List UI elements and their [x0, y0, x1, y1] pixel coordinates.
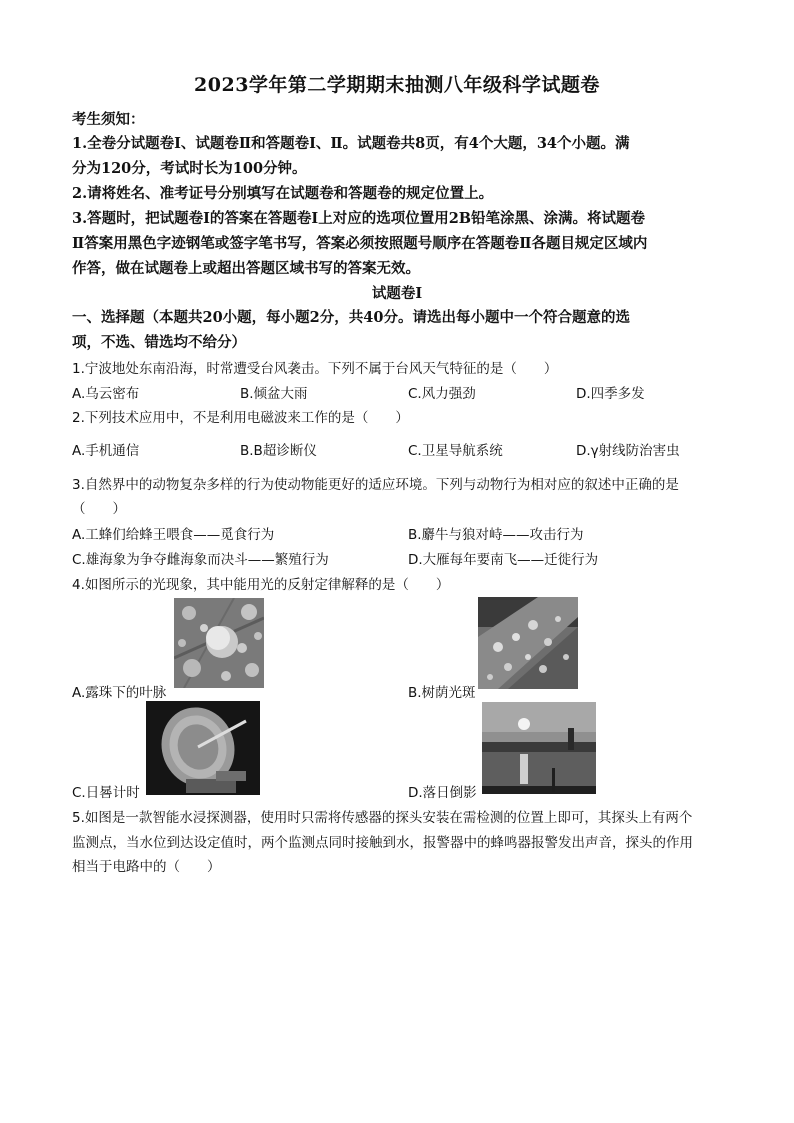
q2-option-c: C.卫星导航系统 [408, 443, 503, 459]
dewdrop-leaf-photo [174, 598, 264, 688]
q2-option-a: A.手机通信 [72, 443, 140, 459]
q2-option-d: D.γ射线防治害虫 [576, 443, 680, 459]
notice-line-5: Ⅱ答案用黑色字迹钢笔或签字笔书写，答案必须按照题号顺序在答题卷Ⅱ各题目规定区域内 [72, 235, 648, 252]
notice-line-2: 分为120分，考试时长为100分钟。 [72, 160, 307, 177]
q2-option-b: B.B超诊断仪 [240, 443, 317, 459]
q3-stem-line-2: （ ） [72, 501, 126, 517]
q5-stem-line-2: 监测点，当水位到达设定值时，两个监测点同时接触到水，报警器中的蜂鸣器报警发出声音，探头的作用 [72, 835, 693, 851]
q3-option-c: C.雄海象为争夺雌海象而决斗——繁殖行为 [72, 552, 329, 568]
tree-shade-photo [478, 597, 578, 689]
notice-heading: 考生须知： [72, 111, 145, 128]
exam-title: 2023学年第二学期期末抽测八年级科学试题卷 [194, 74, 600, 96]
notice-line-1: 1.全卷分试题卷Ⅰ、试题卷Ⅱ和答题卷Ⅰ、Ⅱ。试题卷共8页，有4个大题，34个小题。满 [72, 135, 630, 152]
q3-option-b: B.麝牛与狼对峙——攻击行为 [408, 527, 584, 543]
paper-title: 试题卷Ⅰ [371, 285, 423, 302]
notice-line-6: 作答，做在试题卷上或超出答题区域书写的答案无效。 [72, 260, 420, 277]
q1-option-c: C.风力强劲 [408, 386, 476, 402]
section-heading-line-2: 项，不选、错选均不给分） [72, 334, 246, 351]
q4-option-c: C.日晷计时 [72, 785, 140, 801]
q4-stem: 4.如图所示的光现象，其中能用光的反射定律解释的是（ ） [72, 577, 450, 593]
notice-line-4: 3.答题时，把试题卷Ⅰ的答案在答题卷Ⅰ上对应的选项位置用2B铅笔涂黑、涂满。将试题卷 [72, 210, 646, 227]
section-heading-line-1: 一、选择题（本题共20小题，每小题2分，共40分。请选出每小题中一个符合题意的选 [72, 309, 630, 326]
sunset-reflection-photo [482, 702, 596, 794]
q2-stem: 2.下列技术应用中，不是利用电磁波来工作的是（ ） [72, 410, 409, 426]
q1-stem: 1.宁波地处东南沿海，时常遭受台风袭击。下列不属于台风天气特征的是（ ） [72, 361, 558, 377]
q3-option-a: A.工蜂们给蜂王喂食——觅食行为 [72, 527, 275, 543]
q4-option-a: A.露珠下的叶脉 [72, 685, 167, 701]
notice-line-3: 2.请将姓名、准考证号分别填写在试题卷和答题卷的规定位置上。 [72, 185, 494, 202]
q1-option-b: B.倾盆大雨 [240, 386, 308, 402]
q5-stem-line-3: 相当于电路中的（ ） [72, 859, 221, 875]
q4-option-b: B.树荫光斑 [408, 685, 476, 701]
q3-option-d: D.大雁每年要南飞——迁徙行为 [408, 552, 599, 568]
q3-stem-line-1: 3.自然界中的动物复杂多样的行为使动物能更好的适应环境。下列与动物行为相对应的叙述中正确的是 [72, 477, 679, 493]
q1-option-a: A.乌云密布 [72, 386, 140, 402]
q1-option-d: D.四季多发 [576, 386, 645, 402]
sundial-photo [146, 701, 260, 795]
q4-option-d: D.落日倒影 [408, 785, 477, 801]
q5-stem-line-1: 5.如图是一款智能水浸探测器，使用时只需将传感器的探头安装在需检测的位置上即可，其探头上有两个 [72, 810, 693, 826]
